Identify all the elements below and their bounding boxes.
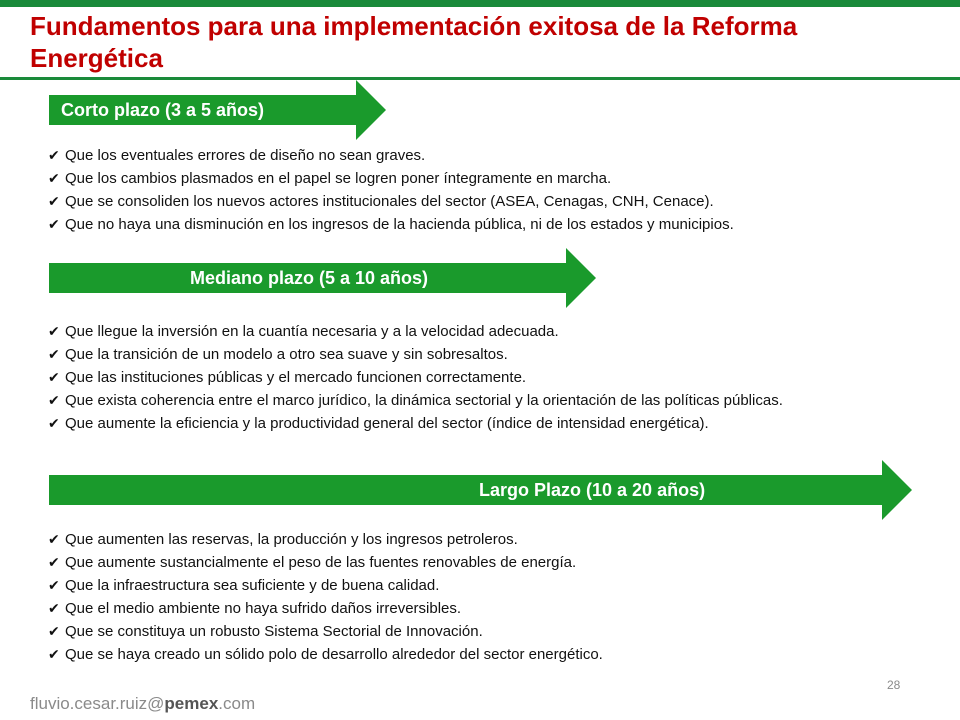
short-term-list [48,144,908,236]
list-item: ✔ Que el medio ambiente no haya sufrido daños irreversibles. [48,597,908,620]
check-icon: ✔ [48,392,60,408]
list-item: ✔ Que se haya creado un sólido polo de desarrollo alrededor del sector energético. [48,643,908,666]
short-term-arrow [49,80,386,140]
check-icon: ✔ [48,147,60,163]
check-icon: ✔ [48,193,60,209]
list-item: ✔ Que los eventuales errores de diseño no sean graves. [48,144,908,167]
list-item: ✔ Que aumente la eficiencia y la productividad general del sector (índice de intensidad energética). [48,412,908,435]
long-term-label: Largo Plazo (10 a 20 años) [479,479,706,500]
list-item: ✔ Que la infraestructura sea suficiente y de buena calidad. [48,574,908,597]
list-item: ✔ Que aumente sustancialmente el peso de las fuentes renovables de energía. [48,551,908,574]
footer-brand: pemex [164,694,219,713]
mid-term-label: Mediano plazo (5 a 10 años) [189,267,429,288]
arrow-head [566,248,596,308]
check-icon: ✔ [48,577,60,593]
arrow-head [882,460,912,520]
long-term-list [48,528,908,666]
check-icon: ✔ [48,216,60,232]
check-icon: ✔ [48,623,60,639]
list-item: ✔ Que no haya una disminución en los ingresos de la hacienda pública, ni de los estados y municipios. [48,213,908,236]
short-term-label: Corto plazo (3 a 5 años) [61,99,265,120]
check-icon: ✔ [48,531,60,547]
list-item: ✔ Que se constituya un robusto Sistema Sectorial de Innovación. [48,620,908,643]
list-item: ✔ Que exista coherencia entre el marco jurídico, la dinámica sectorial y la orientación de las políticas públicas. [48,389,908,412]
list-item: ✔ Que las instituciones públicas y el mercado funcionen correctamente. [48,366,908,389]
check-icon: ✔ [48,600,60,616]
top-accent-bar [0,0,960,7]
list-item: ✔ Que se consoliden los nuevos actores institucionales del sector (ASEA, Cenagas, CNH, Cenace). [48,190,908,213]
check-icon: ✔ [48,646,60,662]
list-item: ✔ Que la transición de un modelo a otro sea suave y sin sobresaltos. [48,343,908,366]
mid-term-arrow [49,248,596,308]
check-icon: ✔ [48,415,60,431]
arrow-head [356,80,386,140]
check-icon: ✔ [48,323,60,339]
page-number: 28 [887,678,901,692]
mid-term-list [48,320,908,435]
check-icon: ✔ [48,554,60,570]
list-item: ✔ Que llegue la inversión en la cuantía necesaria y a la velocidad adecuada. [48,320,908,343]
list-item: ✔ Que los cambios plasmados en el papel se logren poner íntegramente en marcha. [48,167,908,190]
check-icon: ✔ [48,346,60,362]
long-term-arrow [49,460,912,520]
list-item: ✔ Que aumenten las reservas, la producción y los ingresos petroleros. [48,528,908,551]
footer-email: fluvio.cesar.ruiz@pemex.com [30,694,256,713]
check-icon: ✔ [48,170,60,186]
slide-title: Fundamentos para una implementación exitosa de la Reforma Energética [30,11,798,73]
check-icon: ✔ [48,369,60,385]
